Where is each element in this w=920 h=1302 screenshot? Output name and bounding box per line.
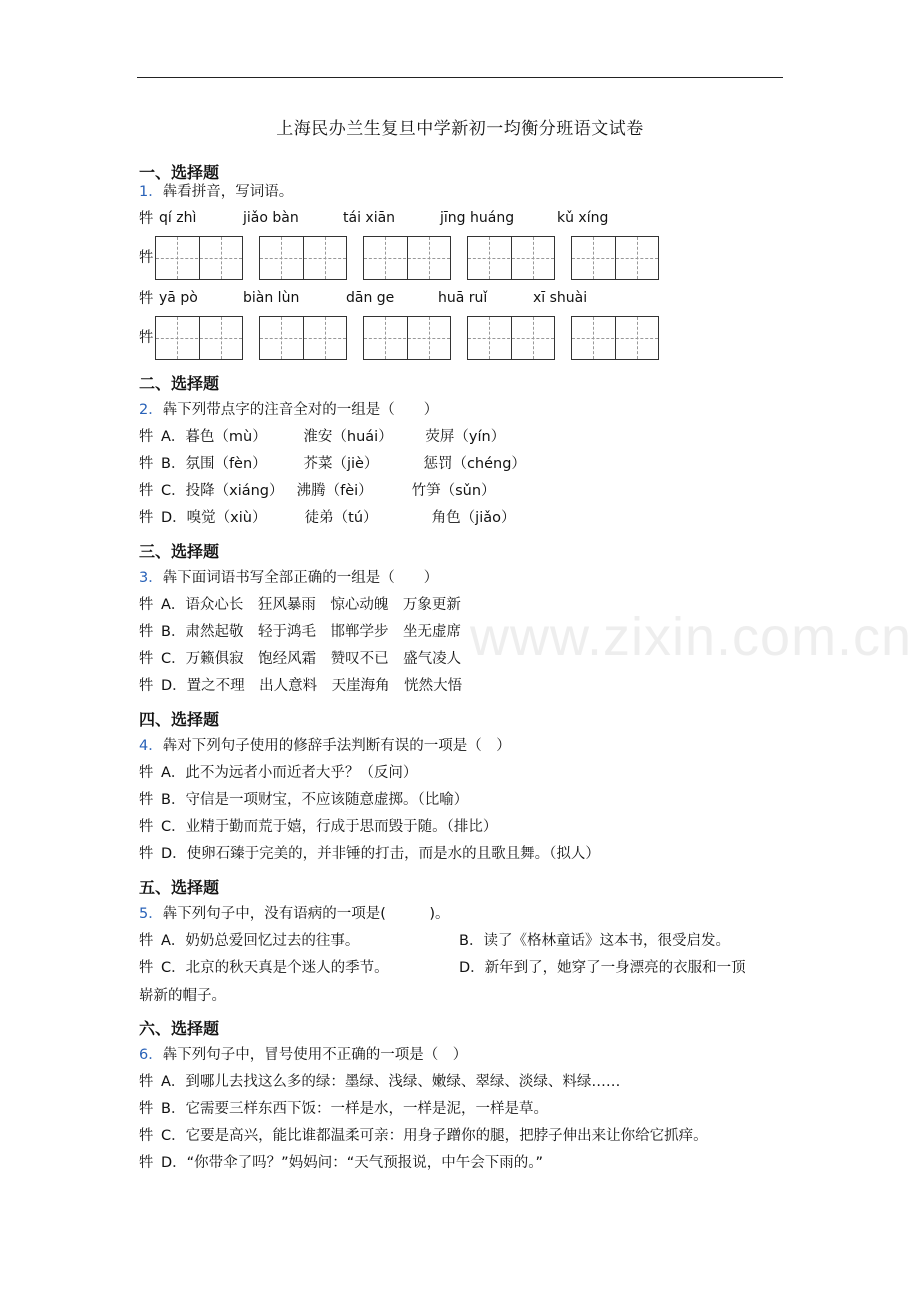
top-rule xyxy=(137,77,783,78)
option-b[interactable]: B．读了《格林童话》这本书，很受启发。 xyxy=(459,933,730,949)
option-a[interactable] xyxy=(139,764,417,782)
option-d[interactable]: D．新年到了，她穿了一身漂亮的衣服和一顶 xyxy=(459,960,746,976)
option-text: 使卵石臻于完美的，并非锤的打击，而是水的且歌且舞。（拟人） xyxy=(186,846,600,862)
line-prefix: 牪 xyxy=(139,1155,154,1171)
line-prefix: 牪 xyxy=(139,1128,154,1144)
line-prefix: 牪 xyxy=(139,1101,154,1117)
option-label: B． xyxy=(161,456,186,472)
question-1 xyxy=(139,183,293,201)
question-5 xyxy=(139,905,450,923)
writing-grid[interactable] xyxy=(363,316,451,360)
option-label: D． xyxy=(161,846,187,862)
option-text: 到哪儿去找这么多的绿：墨绿、浅绿、嫩绿、翠绿、淡绿、料绿…… xyxy=(185,1074,621,1090)
option-item: 角色（jiǎo） xyxy=(431,510,516,526)
question-6 xyxy=(139,1046,467,1064)
pinyin-label: tái xiān xyxy=(343,210,396,226)
line-prefix: 牪 xyxy=(139,678,154,694)
option-text: 置之不理 出人意料 天崖海角 恍然大悟 xyxy=(186,678,463,694)
option-text: 肃然起敬 轻于鸿毛 邯郸学步 坐无虚席 xyxy=(185,624,461,640)
option-text: “你带伞了吗？”妈妈问：“天气预报说，中午会下雨的。” xyxy=(186,1155,543,1171)
question-number: 6． xyxy=(139,1047,163,1063)
section-heading-3: 三、选择题 xyxy=(139,542,220,561)
section-heading-2: 二、选择题 xyxy=(139,374,220,393)
option-c[interactable] xyxy=(139,650,461,668)
pinyin-row-1 xyxy=(139,210,154,228)
option-label: C． xyxy=(161,819,186,835)
option-label: B． xyxy=(161,1101,186,1117)
option-text: 业精于勤而荒于嬉，行成于思而毁于随。（排比） xyxy=(185,819,498,835)
option-row-ab xyxy=(139,932,730,950)
option-item: 惩罚（chéng） xyxy=(423,456,526,472)
option-text: 语众心长 狂风暴雨 惊心动魄 万象更新 xyxy=(185,597,461,613)
question-number: 5． xyxy=(139,906,163,922)
line-prefix: 牪 xyxy=(139,765,154,781)
option-item: 徒弟（tú） xyxy=(304,510,378,526)
option-text: 万籁俱寂 饱经风霜 赞叹不已 盛气凌人 xyxy=(185,651,462,667)
line-prefix: 牪 xyxy=(139,651,154,667)
option-text: 守信是一项财宝，不应该随意虚掷。（比喻） xyxy=(185,792,469,808)
writing-grid[interactable] xyxy=(155,316,243,360)
question-text: 犇对下列句子使用的修辞手法判断有误的一项是（ ） xyxy=(162,738,511,754)
writing-grid[interactable] xyxy=(259,236,347,280)
line-prefix: 牪 xyxy=(139,211,154,227)
pinyin-row-2 xyxy=(139,290,154,308)
option-label: D． xyxy=(161,1155,187,1171)
line-prefix: 牪 xyxy=(139,291,154,307)
line-prefix: 牪 xyxy=(139,933,154,949)
option-d[interactable] xyxy=(139,1154,543,1172)
option-label: A． xyxy=(161,429,186,445)
option-text: 它需要三样东西下饭：一样是水，一样是泥，一样是草。 xyxy=(185,1101,548,1117)
writing-grid[interactable] xyxy=(467,316,555,360)
option-label: D． xyxy=(161,510,187,526)
option-b[interactable] xyxy=(139,1100,548,1118)
option-label: C． xyxy=(161,483,186,499)
question-number: 2． xyxy=(139,402,163,418)
section-heading-5: 五、选择题 xyxy=(139,878,220,897)
line-prefix: 牪 xyxy=(139,597,154,613)
watermark: www.zixin.com.cn xyxy=(470,607,913,667)
option-item: 淮安（huái） xyxy=(303,429,393,445)
question-3 xyxy=(139,569,438,587)
option-d-continued: 崭新的帽子。 xyxy=(139,988,226,1004)
option-label: B． xyxy=(161,624,186,640)
pinyin-label: yā pò xyxy=(159,290,198,306)
question-text: 犇下列句子中，没有语病的一项是( )。 xyxy=(162,906,450,922)
writing-grid[interactable] xyxy=(259,316,347,360)
option-label: A． xyxy=(161,765,186,781)
pinyin-label: huā ruǐ xyxy=(438,290,488,306)
pinyin-label: dān ge xyxy=(346,290,395,306)
option-item: 芥菜（jiè） xyxy=(303,456,379,472)
question-text: 犇下列句子中，冒号使用不正确的一项是（ ） xyxy=(162,1047,468,1063)
writing-grid[interactable] xyxy=(571,316,659,360)
page-title: 上海民办兰生复旦中学新初一均衡分班语文试卷 xyxy=(276,119,644,139)
option-label: D． xyxy=(161,678,187,694)
line-prefix: 牪 xyxy=(139,792,154,808)
line-prefix: 牪 xyxy=(139,960,154,976)
option-b[interactable] xyxy=(139,791,468,809)
option-a[interactable] xyxy=(139,1073,620,1091)
option-label: C． xyxy=(161,1128,186,1144)
question-4 xyxy=(139,737,511,755)
option-d[interactable] xyxy=(139,509,516,527)
option-a[interactable] xyxy=(139,596,461,614)
option-d[interactable] xyxy=(139,845,600,863)
pinyin-label: xī shuài xyxy=(533,290,588,306)
question-text: 犇下面词语书写全部正确的一组是（ ） xyxy=(162,570,439,586)
writing-grid[interactable] xyxy=(571,236,659,280)
option-b[interactable] xyxy=(139,455,526,473)
option-b[interactable] xyxy=(139,623,461,641)
option-a[interactable] xyxy=(139,428,505,446)
question-2 xyxy=(139,401,438,419)
line-prefix: 牪 xyxy=(139,819,154,835)
option-c[interactable]: C．北京的秋天真是个迷人的季节。 xyxy=(161,960,389,976)
question-text: 犇下列带点字的注音全对的一组是（ ） xyxy=(162,402,439,418)
box-row-prefix: 牪 xyxy=(139,330,154,346)
option-item: 沸腾（fèi） xyxy=(296,483,373,499)
line-prefix: 牪 xyxy=(139,846,154,862)
option-row-cd xyxy=(139,959,746,977)
option-item: 投降（xiáng） xyxy=(185,483,284,499)
writing-grid[interactable] xyxy=(363,236,451,280)
option-a[interactable]: A．奶奶总爱回忆过去的往事。 xyxy=(161,933,360,949)
option-item: 荧屏（yín） xyxy=(425,429,506,445)
option-label: B． xyxy=(161,792,186,808)
pinyin-label: jīng huáng xyxy=(440,210,515,226)
question-number: 1． xyxy=(139,184,163,200)
option-label: A． xyxy=(161,597,186,613)
section-heading-1: 一、选择题 xyxy=(139,163,220,182)
section-heading-4: 四、选择题 xyxy=(139,710,220,729)
section-heading-6: 六、选择题 xyxy=(139,1019,220,1038)
pinyin-label: kǔ xíng xyxy=(557,210,609,226)
option-c[interactable] xyxy=(139,482,496,500)
question-number: 4． xyxy=(139,738,163,754)
option-text: 它要是高兴，能比谁都温柔可亲：用身子蹭你的腿，把脖子伸出来让你给它抓痒。 xyxy=(185,1128,708,1144)
question-text: 犇看拼音，写词语。 xyxy=(162,184,294,200)
writing-grid[interactable] xyxy=(155,236,243,280)
option-text: 此不为远者小而近者大乎？（反问） xyxy=(185,765,418,781)
option-c[interactable] xyxy=(139,1127,708,1145)
option-label: A． xyxy=(161,1074,186,1090)
option-d[interactable] xyxy=(139,677,462,695)
box-row-prefix: 牪 xyxy=(139,250,154,266)
line-prefix: 牪 xyxy=(139,510,154,526)
option-item: 嗅觉（xiù） xyxy=(186,510,267,526)
pinyin-label: qí zhì xyxy=(159,210,197,226)
writing-grid[interactable] xyxy=(467,236,555,280)
option-label: C． xyxy=(161,651,186,667)
line-prefix: 牪 xyxy=(139,624,154,640)
question-number: 3． xyxy=(139,570,163,586)
line-prefix: 牪 xyxy=(139,456,154,472)
line-prefix: 牪 xyxy=(139,1074,154,1090)
option-item: 竹笋（sǔn） xyxy=(411,483,496,499)
line-prefix: 牪 xyxy=(139,483,154,499)
pinyin-label: biàn lùn xyxy=(243,290,300,306)
option-item: 氛围（fèn） xyxy=(185,456,267,472)
pinyin-label: jiǎo bàn xyxy=(243,210,299,226)
option-item: 暮色（mù） xyxy=(185,429,267,445)
line-prefix: 牪 xyxy=(139,429,154,445)
option-c[interactable] xyxy=(139,818,497,836)
